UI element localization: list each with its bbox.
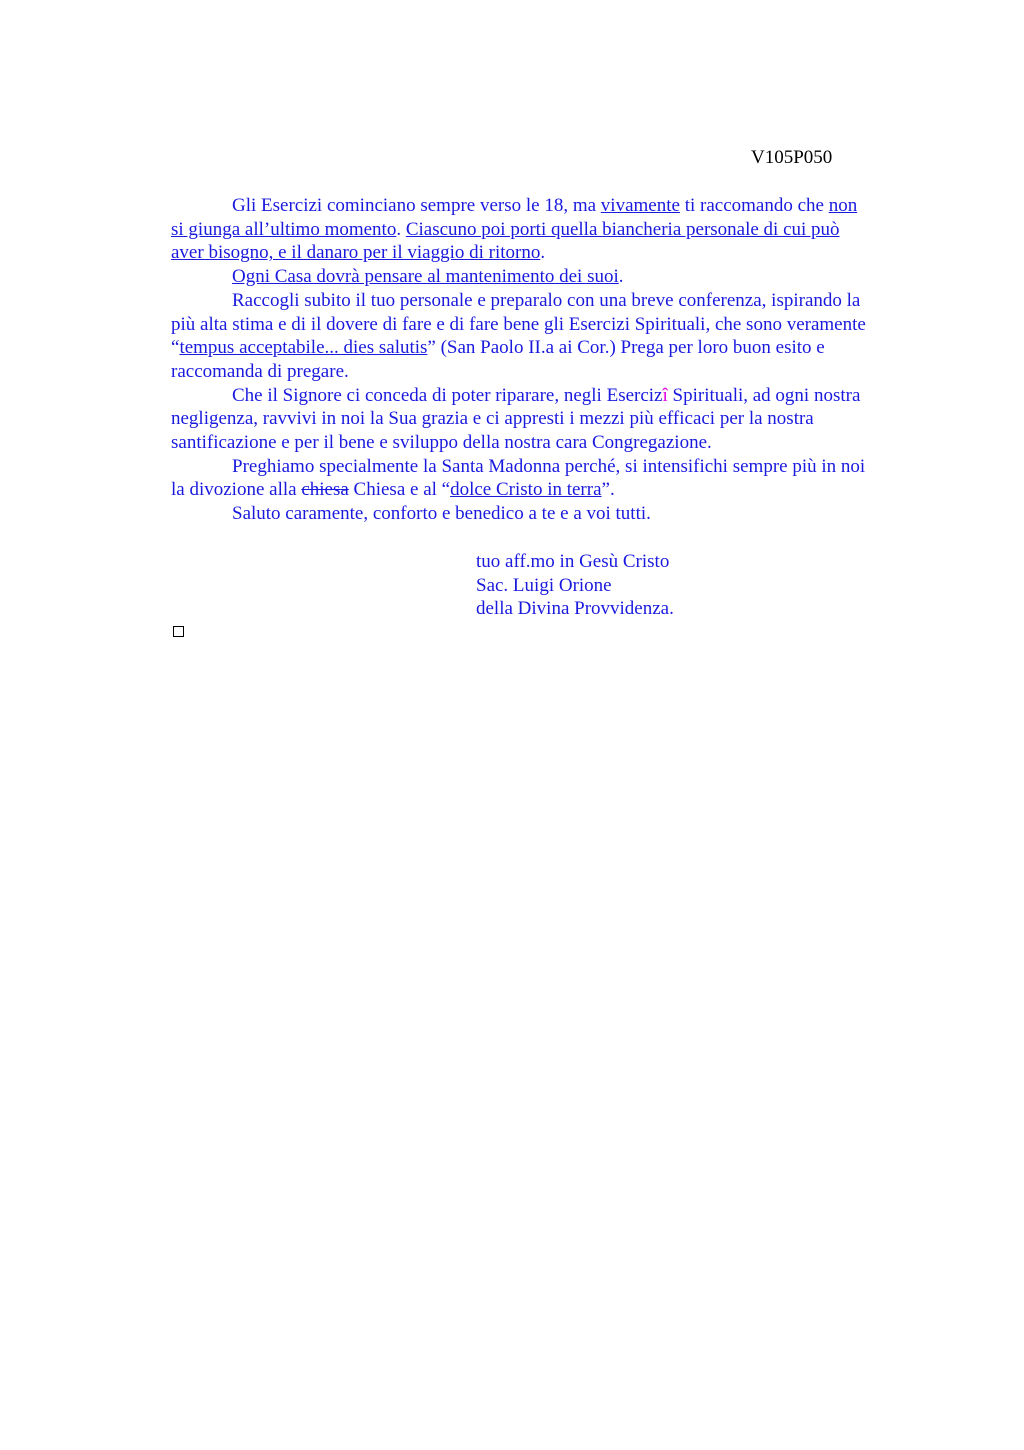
underlined-text: si giunga all’ultimo momento: [171, 218, 397, 240]
signature-line-1: tuo aff.mo in Gesù Cristo: [476, 551, 670, 572]
underlined-text: Ciascuno poi porti quella biancheria personale di cui può: [405, 218, 840, 240]
text-segment: .: [396, 218, 406, 240]
paragraph-6: [171, 502, 931, 526]
paragraph-3-line-1: Raccogli subito il tuo personale e preparalo con una breve conferenza, ispirando la: [232, 289, 861, 311]
text-segment: .: [540, 242, 546, 264]
text-segment: Chiesa e al “: [348, 479, 451, 501]
underlined-text: vivamente: [600, 195, 680, 216]
text-segment: ti raccomando che: [679, 195, 829, 216]
paragraph-3-line-2: più alta stima e di il dovere di fare e di fare bene gli Esercizi Spirituali, che sono veramente: [171, 313, 866, 335]
paragraph-1-line-1: [171, 194, 931, 218]
signature-line-3: della Divina Provvidenza.: [476, 598, 674, 620]
paragraph-2-line-1: [171, 265, 931, 289]
text-segment: .: [618, 266, 624, 288]
paragraph-4-line-1: [171, 384, 931, 408]
signature-block: [476, 550, 674, 621]
paragraph-1-line-2: [171, 218, 931, 242]
paragraph-3-line-4: raccomanda di pregare.: [171, 360, 349, 382]
paragraph-1: [171, 194, 931, 265]
paragraph-5-line-2: [171, 478, 931, 502]
square-box-icon: [173, 626, 184, 637]
text-segment: “: [171, 337, 180, 359]
text-segment: ” (San Paolo II.a ai Cor.) Prega per loro buon esito e: [427, 337, 825, 359]
underlined-text: Ogni Casa dovrà pensare al mantenimento dei suoi: [232, 266, 619, 288]
struck-through-text: chiesa: [301, 479, 349, 501]
underlined-text: aver bisogno, e il danaro per il viaggio di ritorno: [171, 242, 541, 264]
paragraph-6-line-1: Saluto caramente, conforto e benedico a te e a voi tutti.: [232, 503, 651, 525]
paragraph-3: [171, 289, 931, 384]
paragraph-5: [171, 455, 931, 502]
underlined-text: dolce Cristo in terra: [450, 479, 602, 501]
text-segment: la divozione alla: [171, 479, 302, 501]
underlined-text: tempus acceptabile... dies salutis: [179, 337, 428, 359]
signature-line-2: Sac. Luigi Orione: [476, 574, 612, 596]
letter-body: [171, 194, 931, 526]
paragraph-2: [171, 265, 931, 289]
paragraph-1-line-3: [171, 241, 931, 265]
paragraph-4: [171, 384, 931, 455]
page-identifier: V105P050: [751, 147, 833, 168]
paragraph-4-line-3: santificazione e per il bene e sviluppo della nostra cara Congregazione.: [171, 432, 712, 454]
paragraph-5-line-1: Preghiamo specialmente la Santa Madonna perché, si intensifichi sempre più in noi: [232, 455, 866, 477]
underlined-text: non: [828, 195, 858, 216]
text-segment: ”.: [601, 479, 615, 501]
text-segment: Spirituali, ad ogni nostra: [667, 384, 861, 406]
paragraph-4-line-2: negligenza, ravvivi in noi la Sua grazia e ci appresti i mezzi più efficaci per la nostra: [171, 408, 814, 430]
text-segment: Gli Esercizi cominciano sempre verso le 18, ma: [232, 195, 601, 216]
text-segment: Che il Signore ci conceda di poter riparare, negli Esercizî: [232, 384, 668, 406]
paragraph-3-line-3: [171, 336, 931, 360]
